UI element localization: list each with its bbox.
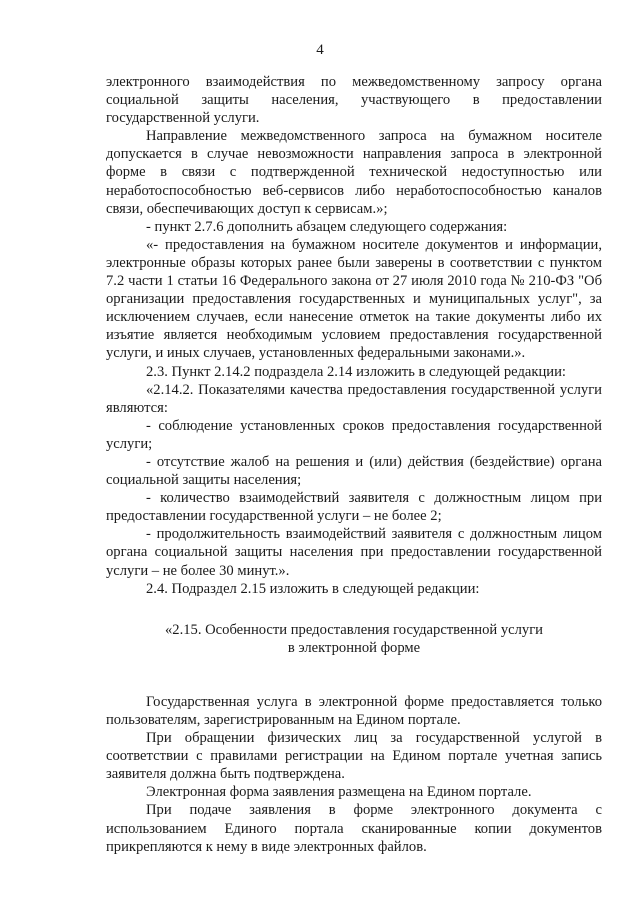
paragraph: электронного взаимодействия по межведомственному запросу органа социальной защиты населения, участвующего в предоставлении государственной услуги. <box>106 74 602 127</box>
document-body <box>106 73 602 856</box>
paragraph: При обращении физических лиц за государственной услугой в соответствии с правилами регистрации на Едином портале учетная запись заявителя должна быть подтверждена. <box>106 730 602 783</box>
page-number: 4 <box>316 42 324 58</box>
paragraph: 2.4. Подраздел 2.15 изложить в следующей редакции: <box>146 580 480 597</box>
paragraph: - соблюдение установленных сроков предоставления государственной услуги; <box>106 417 602 452</box>
paragraph: - пункт 2.7.6 дополнить абзацем следующего содержания: <box>146 218 508 235</box>
paragraph: Направление межведомственного запроса на бумажном носителе допускается в случае невозможности направления запроса в электронной форме в связи с подтвержденной технической недоступностью или неработоспособностью веб-сервисов либо неработоспособностью каналов связи, обеспечивающих доступ к сервисам.»; <box>106 128 602 217</box>
section-heading-line: в электронной форме <box>287 639 421 656</box>
paragraph: «- предоставления на бумажном носителе документов и информации, электронные образы которых ранее были заверены в соответствии с пунктом 7.2 части 1 статьи 16 Федерального закона от 27 июля 2010 года № 210-ФЗ "Об организации предоставления государственных и муниципальных услуг", за исключением случаев, если нанесение отметок на такие документы либо их изъятие является необходимым условием предоставления государственной услуги, и иных случаев, установленных федеральными законами.». <box>106 236 602 362</box>
paragraph: - количество взаимодействий заявителя с должностным лицом при предоставлении государственной услуги – не более 2; <box>106 490 602 525</box>
section-body <box>106 693 602 856</box>
section-heading-line: «2.15. Особенности предоставления государственной услуги <box>165 621 543 638</box>
paragraph: 2.3. Пункт 2.14.2 подраздела 2.14 изложить в следующей редакции: <box>146 363 566 380</box>
paragraph: - продолжительность взаимодействий заявителя с должностным лицом органа социальной защиты населения при предоставлении государственной услуги – не более 30 минут.». <box>106 526 602 579</box>
paragraph: Электронная форма заявления размещена на Едином портале. <box>146 784 532 801</box>
paragraph: - отсутствие жалоб на решения и (или) действия (бездействие) органа социальной защиты населения; <box>106 453 602 489</box>
section-heading <box>106 621 602 657</box>
paragraph: При подаче заявления в форме электронного документа с использованием Единого портала сканированные копии документов прикрепляются к нему в виде электронных файлов. <box>106 802 602 855</box>
paragraph: Государственная услуга в электронной форме предоставляется только пользователям, зарегистрированным на Едином портале. <box>106 693 602 728</box>
paragraph: «2.14.2. Показателями качества предоставления государственной услуги являются: <box>106 381 602 416</box>
